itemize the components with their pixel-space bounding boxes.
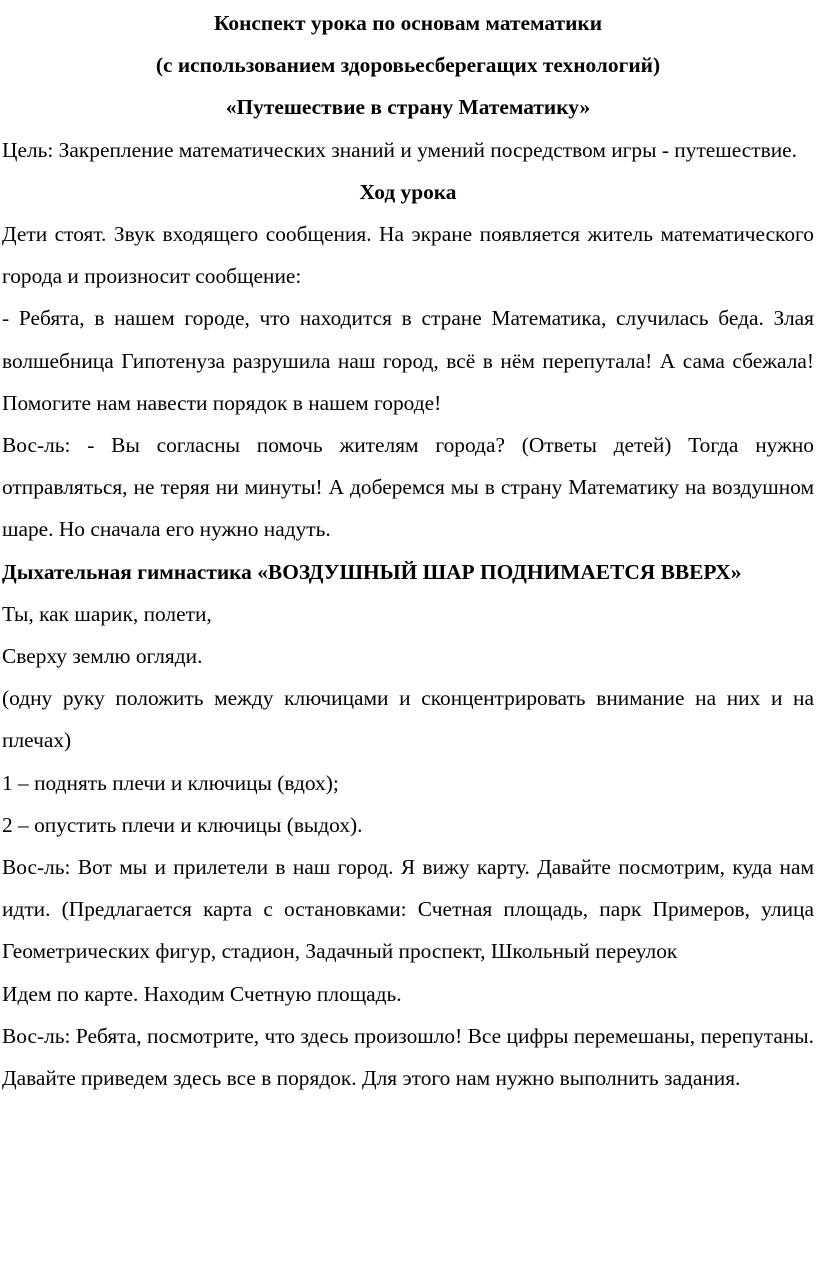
map-walk-paragraph: Идем по карте. Находим Счетную площадь.: [2, 981, 402, 1006]
title-line-2: (с использованием здоровьесберегащих технологий): [155, 53, 661, 78]
message-paragraph: - Ребята, в нашем городе, что находится в стране Математика, случилась беда. Злая волшебница Гипотенуза разрушила наш город, всё в нём перепутала! А сама сбежала! Помогите нам навести порядок в нашем городе!: [2, 306, 814, 415]
instruction-step-1: 1 – поднять плечи и ключицы (вдох);: [2, 770, 339, 795]
goal-paragraph: Цель: Закрепление математических знаний и умений посредством игры - путешествие.: [2, 137, 798, 162]
teacher-paragraph: Вос-ль: - Вы согласны помочь жителям города? (Ответы детей) Тогда нужно отправляться, не теряя ни минуты! А доберемся мы в страну Математику на воздушном шаре. Но сначала его нужно надуть.: [2, 433, 814, 542]
breathing-heading: Дыхательная гимнастика «ВОЗДУШНЫЙ ШАР ПОДНИМАЕТСЯ ВВЕРХ»: [2, 559, 742, 584]
title-line-3: «Путешествие в страну Математику»: [225, 95, 591, 120]
title-line-1: Конспект урока по основам математики: [213, 11, 603, 35]
instruction-step-2: 2 – опустить плечи и ключицы (выдох).: [2, 812, 363, 837]
poem-line-2: Сверху землю огляди.: [2, 644, 203, 669]
map-paragraph: Вос-ль: Вот мы и прилетели в наш город. Я вижу карту. Давайте посмотрим, куда нам идти. (Предлагается карта с остановками: Счетная площадь, парк Примеров, улица Геометрических фигур, стадион, Задачный проспект, Школьный переулок: [2, 855, 814, 964]
poem-line-1: Ты, как шарик, полети,: [2, 601, 212, 626]
map-task-paragraph: Вос-ль: Ребята, посмотрите, что здесь произошло! Все цифры перемешаны, перепутаны. Давайте приведем здесь все в порядок. Для этого нам нужно выполнить задания.: [2, 1023, 814, 1091]
instruction-note: (одну руку положить между ключицами и сконцентрировать внимание на них и на плечах): [2, 686, 814, 753]
course-heading: Ход урока: [359, 179, 457, 204]
intro-paragraph: Дети стоят. Звук входящего сообщения. На экране появляется житель математического города и произносит сообщение:: [2, 222, 814, 289]
